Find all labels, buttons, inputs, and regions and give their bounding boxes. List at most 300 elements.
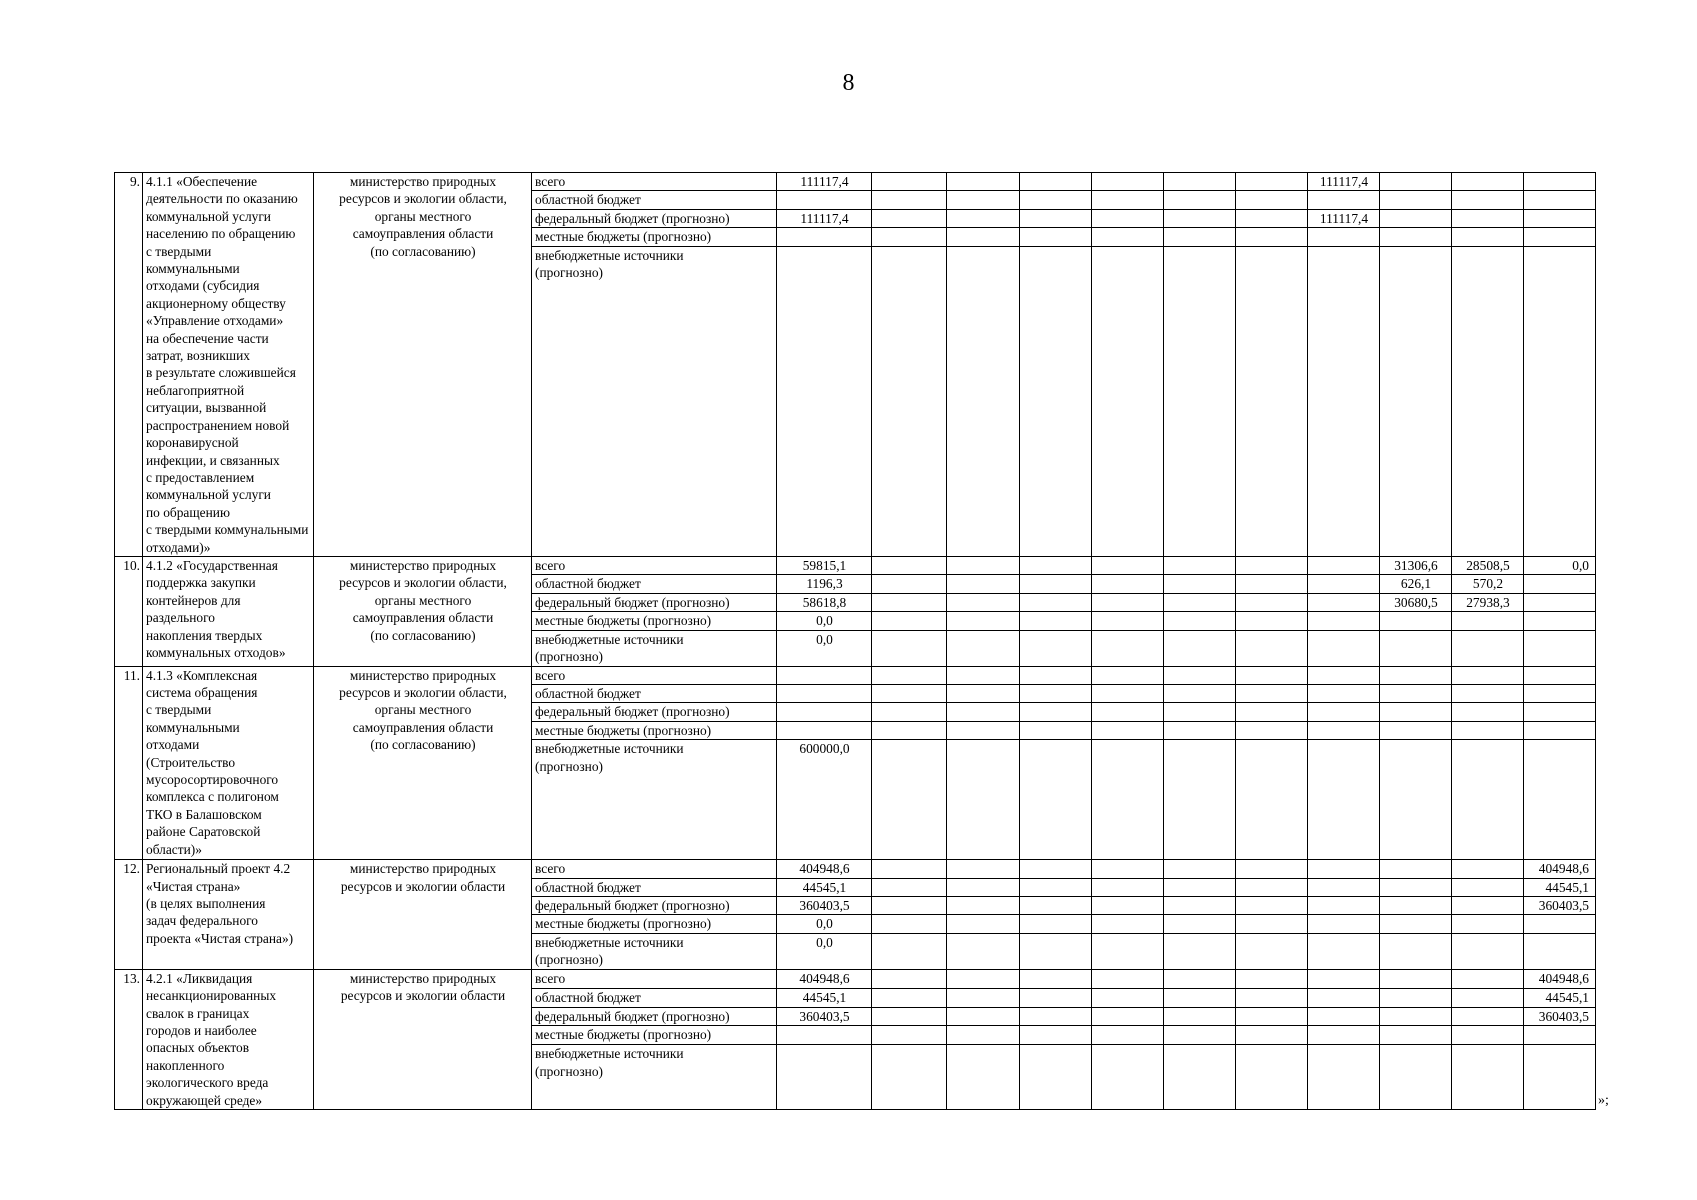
year-amount-cell [1308, 969, 1380, 988]
year-amount-cell [947, 740, 1020, 860]
year-amount-cell [1236, 721, 1308, 739]
year-amount-cell [1236, 209, 1308, 227]
year-amount-cell [1524, 228, 1596, 246]
year-amount-cell [872, 575, 947, 593]
year-amount-cell [1164, 173, 1236, 191]
year-amount-cell [1236, 246, 1308, 556]
total-amount-cell [777, 1045, 872, 1110]
year-amount-cell [947, 630, 1020, 666]
year-amount-cell [1524, 209, 1596, 227]
funding-source-label: внебюджетные источники (прогнозно) [532, 1045, 777, 1110]
program-funding-table [114, 172, 1596, 1110]
year-amount-cell [1020, 684, 1092, 702]
year-amount-cell [1164, 684, 1236, 702]
year-amount-cell [1164, 612, 1236, 630]
year-amount-cell: 570,2 [1452, 575, 1524, 593]
total-amount-cell: 58618,8 [777, 593, 872, 611]
year-amount-cell [1020, 1007, 1092, 1026]
year-amount-cell: 404948,6 [1524, 860, 1596, 878]
year-amount-cell [1452, 1045, 1524, 1110]
year-amount-cell [1380, 1026, 1452, 1045]
year-amount-cell [1092, 630, 1164, 666]
year-amount-cell [1092, 933, 1164, 969]
year-amount-cell [872, 228, 947, 246]
year-amount-cell [1236, 630, 1308, 666]
funding-source-label: внебюджетные источники (прогнозно) [532, 933, 777, 969]
year-amount-cell [1524, 612, 1596, 630]
funding-source-label: местные бюджеты (прогнозно) [532, 721, 777, 739]
year-amount-cell [1164, 721, 1236, 739]
table-row [115, 969, 1596, 988]
year-amount-cell [1452, 246, 1524, 556]
total-amount-cell: 0,0 [777, 933, 872, 969]
year-amount-cell [1524, 740, 1596, 860]
table-row [115, 666, 1596, 684]
funding-source-label: федеральный бюджет (прогнозно) [532, 703, 777, 721]
year-amount-cell [872, 1026, 947, 1045]
year-amount-cell [1020, 740, 1092, 860]
year-amount-cell [1452, 630, 1524, 666]
year-amount-cell: 44545,1 [1524, 878, 1596, 896]
year-amount-cell [1092, 209, 1164, 227]
year-amount-cell [947, 173, 1020, 191]
year-amount-cell [1164, 897, 1236, 915]
year-amount-cell [947, 593, 1020, 611]
year-amount-cell [1380, 684, 1452, 702]
year-amount-cell [1092, 1007, 1164, 1026]
year-amount-cell [1308, 988, 1380, 1007]
year-amount-cell: 360403,5 [1524, 1007, 1596, 1026]
year-amount-cell [947, 721, 1020, 739]
year-amount-cell [1092, 666, 1164, 684]
year-amount-cell [872, 988, 947, 1007]
year-amount-cell [872, 209, 947, 227]
year-amount-cell [1020, 878, 1092, 896]
year-amount-cell [1164, 1026, 1236, 1045]
year-amount-cell [1308, 721, 1380, 739]
year-amount-cell [947, 860, 1020, 878]
year-amount-cell [1308, 228, 1380, 246]
year-amount-cell [1380, 246, 1452, 556]
year-amount-cell [1164, 575, 1236, 593]
year-amount-cell [1020, 703, 1092, 721]
funding-source-label: федеральный бюджет (прогнозно) [532, 593, 777, 611]
total-amount-cell: 59815,1 [777, 556, 872, 574]
year-amount-cell [947, 1045, 1020, 1110]
year-amount-cell [947, 228, 1020, 246]
year-amount-cell [1308, 1007, 1380, 1026]
item-number: 10. [115, 556, 143, 666]
year-amount-cell: 31306,6 [1380, 556, 1452, 574]
year-amount-cell: 0,0 [1524, 556, 1596, 574]
funding-source-label: местные бюджеты (прогнозно) [532, 915, 777, 933]
year-amount-cell [1380, 666, 1452, 684]
item-name: Региональный проект 4.2 «Чистая страна» (в целях выполнения задач федерального проекта «Чистая страна») [143, 860, 314, 970]
year-amount-cell [1380, 988, 1452, 1007]
year-amount-cell [872, 630, 947, 666]
year-amount-cell [1020, 721, 1092, 739]
item-executor: министерство природных ресурсов и экологии области [314, 860, 532, 970]
year-amount-cell [1308, 575, 1380, 593]
year-amount-cell [1452, 1007, 1524, 1026]
year-amount-cell [1380, 703, 1452, 721]
year-amount-cell [1092, 721, 1164, 739]
year-amount-cell [1020, 969, 1092, 988]
funding-source-label: всего [532, 173, 777, 191]
year-amount-cell [872, 612, 947, 630]
year-amount-cell [1020, 612, 1092, 630]
year-amount-cell [1236, 988, 1308, 1007]
year-amount-cell [872, 246, 947, 556]
year-amount-cell [1020, 575, 1092, 593]
year-amount-cell [1524, 593, 1596, 611]
year-amount-cell [1308, 703, 1380, 721]
year-amount-cell [1308, 684, 1380, 702]
year-amount-cell [1020, 630, 1092, 666]
year-amount-cell [872, 684, 947, 702]
year-amount-cell [1164, 228, 1236, 246]
item-number: 11. [115, 666, 143, 860]
year-amount-cell [947, 575, 1020, 593]
year-amount-cell [872, 915, 947, 933]
year-amount-cell [947, 915, 1020, 933]
item-name: 4.1.3 «Комплексная система обращения с твердыми коммунальными отходами (Строительство мусоросортировочного комплекса с полигоном ТКО в Балашовском районе Саратовской области)» [143, 666, 314, 860]
total-amount-cell [777, 703, 872, 721]
year-amount-cell [872, 556, 947, 574]
year-amount-cell [1092, 246, 1164, 556]
year-amount-cell [1164, 988, 1236, 1007]
year-amount-cell [1380, 630, 1452, 666]
total-amount-cell: 600000,0 [777, 740, 872, 860]
year-amount-cell [1308, 612, 1380, 630]
year-amount-cell [947, 191, 1020, 209]
page-number: 8 [842, 70, 855, 96]
year-amount-cell [1164, 703, 1236, 721]
year-amount-cell [1020, 593, 1092, 611]
item-executor: министерство природных ресурсов и экологии области, органы местного самоуправления области (по согласованию) [314, 556, 532, 666]
year-amount-cell [1380, 860, 1452, 878]
year-amount-cell [1020, 191, 1092, 209]
year-amount-cell [1452, 703, 1524, 721]
total-amount-cell: 360403,5 [777, 897, 872, 915]
table-row [115, 556, 1596, 574]
year-amount-cell [1452, 969, 1524, 988]
year-amount-cell [1524, 721, 1596, 739]
year-amount-cell [1020, 897, 1092, 915]
year-amount-cell [1164, 630, 1236, 666]
year-amount-cell [947, 878, 1020, 896]
year-amount-cell [947, 897, 1020, 915]
year-amount-cell [1164, 209, 1236, 227]
year-amount-cell [1308, 933, 1380, 969]
total-amount-cell [777, 721, 872, 739]
year-amount-cell [947, 1026, 1020, 1045]
year-amount-cell [1524, 933, 1596, 969]
funding-source-label: местные бюджеты (прогнозно) [532, 612, 777, 630]
year-amount-cell [1236, 556, 1308, 574]
year-amount-cell [1164, 1007, 1236, 1026]
year-amount-cell [1020, 915, 1092, 933]
year-amount-cell [1308, 860, 1380, 878]
year-amount-cell [1092, 575, 1164, 593]
year-amount-cell [1164, 969, 1236, 988]
year-amount-cell [1020, 1045, 1092, 1110]
year-amount-cell [1092, 191, 1164, 209]
year-amount-cell [1092, 915, 1164, 933]
year-amount-cell [1380, 1007, 1452, 1026]
year-amount-cell [1308, 1026, 1380, 1045]
item-name: 4.1.1 «Обеспечение деятельности по оказанию коммунальной услуги населению по обращению с твердыми коммунальными отходами (субсидия акционерному обществу «Управление отходами» на обеспечение части затрат, возникших в результате сложившейся неблагоприятной ситуации, вызванной распространением новой коронавирусной инфекции, и связанных с предоставлением коммунальной услуги по обращению с твердыми коммунальными отходами)» [143, 173, 314, 557]
total-amount-cell: 111117,4 [777, 173, 872, 191]
year-amount-cell [1452, 897, 1524, 915]
total-amount-cell [777, 191, 872, 209]
total-amount-cell [777, 228, 872, 246]
year-amount-cell [1092, 684, 1164, 702]
year-amount-cell [1236, 933, 1308, 969]
year-amount-cell: 28508,5 [1452, 556, 1524, 574]
year-amount-cell [1092, 897, 1164, 915]
total-amount-cell: 360403,5 [777, 1007, 872, 1026]
year-amount-cell [1164, 593, 1236, 611]
year-amount-cell [1452, 191, 1524, 209]
year-amount-cell [1308, 878, 1380, 896]
funding-source-label: областной бюджет [532, 878, 777, 896]
total-amount-cell [777, 1026, 872, 1045]
year-amount-cell: 111117,4 [1308, 209, 1380, 227]
year-amount-cell [1524, 246, 1596, 556]
year-amount-cell [1452, 988, 1524, 1007]
year-amount-cell [1380, 1045, 1452, 1110]
year-amount-cell [947, 703, 1020, 721]
funding-source-label: всего [532, 860, 777, 878]
funding-source-label: местные бюджеты (прогнозно) [532, 228, 777, 246]
funding-source-label: областной бюджет [532, 988, 777, 1007]
year-amount-cell [872, 1045, 947, 1110]
year-amount-cell [1164, 878, 1236, 896]
year-amount-cell [1236, 740, 1308, 860]
funding-source-label: внебюджетные источники (прогнозно) [532, 740, 777, 860]
year-amount-cell [872, 191, 947, 209]
year-amount-cell [947, 1007, 1020, 1026]
year-amount-cell: 44545,1 [1524, 988, 1596, 1007]
year-amount-cell [872, 703, 947, 721]
year-amount-cell [1092, 703, 1164, 721]
year-amount-cell [1452, 684, 1524, 702]
year-amount-cell [1308, 915, 1380, 933]
year-amount-cell [1236, 969, 1308, 988]
year-amount-cell [947, 246, 1020, 556]
year-amount-cell [872, 721, 947, 739]
year-amount-cell [1308, 593, 1380, 611]
year-amount-cell [1524, 1045, 1596, 1110]
year-amount-cell [1308, 630, 1380, 666]
item-number: 12. [115, 860, 143, 970]
year-amount-cell [1092, 878, 1164, 896]
year-amount-cell [1524, 666, 1596, 684]
year-amount-cell [872, 666, 947, 684]
total-amount-cell: 404948,6 [777, 860, 872, 878]
year-amount-cell [1236, 897, 1308, 915]
year-amount-cell: 27938,3 [1452, 593, 1524, 611]
funding-source-label: областной бюджет [532, 191, 777, 209]
year-amount-cell [1308, 1045, 1380, 1110]
year-amount-cell [1524, 915, 1596, 933]
year-amount-cell [1524, 173, 1596, 191]
table-row [115, 860, 1596, 878]
year-amount-cell [872, 593, 947, 611]
year-amount-cell [1236, 173, 1308, 191]
item-executor: министерство природных ресурсов и экологии области [314, 969, 532, 1109]
year-amount-cell [1020, 209, 1092, 227]
total-amount-cell: 1196,3 [777, 575, 872, 593]
year-amount-cell [872, 878, 947, 896]
year-amount-cell [1092, 860, 1164, 878]
item-name: 4.2.1 «Ликвидация несанкционированных свалок в границах городов и наиболее опасных объектов накопленного экологического вреда окружающей среде» [143, 969, 314, 1109]
year-amount-cell [1380, 228, 1452, 246]
year-amount-cell [1380, 915, 1452, 933]
year-amount-cell [1020, 933, 1092, 969]
year-amount-cell [947, 556, 1020, 574]
funding-source-label: всего [532, 969, 777, 988]
year-amount-cell [1452, 1026, 1524, 1045]
item-executor: министерство природных ресурсов и экологии области, органы местного самоуправления области (по согласованию) [314, 666, 532, 860]
year-amount-cell: 30680,5 [1380, 593, 1452, 611]
year-amount-cell [947, 933, 1020, 969]
total-amount-cell: 44545,1 [777, 988, 872, 1007]
item-number: 13. [115, 969, 143, 1109]
item-number: 9. [115, 173, 143, 557]
year-amount-cell [1236, 878, 1308, 896]
year-amount-cell [1236, 1007, 1308, 1026]
year-amount-cell [872, 1007, 947, 1026]
year-amount-cell [1380, 969, 1452, 988]
year-amount-cell [1380, 209, 1452, 227]
funding-source-label: внебюджетные источники (прогнозно) [532, 630, 777, 666]
year-amount-cell [1236, 666, 1308, 684]
funding-source-label: областной бюджет [532, 684, 777, 702]
year-amount-cell [1380, 897, 1452, 915]
year-amount-cell [1020, 860, 1092, 878]
total-amount-cell: 44545,1 [777, 878, 872, 896]
year-amount-cell [947, 969, 1020, 988]
year-amount-cell [1380, 191, 1452, 209]
total-amount-cell: 0,0 [777, 915, 872, 933]
year-amount-cell [1020, 228, 1092, 246]
funding-source-label: областной бюджет [532, 575, 777, 593]
year-amount-cell [1092, 173, 1164, 191]
table-row [115, 173, 1596, 191]
total-amount-cell: 0,0 [777, 612, 872, 630]
total-amount-cell [777, 246, 872, 556]
total-amount-cell [777, 666, 872, 684]
year-amount-cell [1380, 878, 1452, 896]
year-amount-cell [947, 666, 1020, 684]
year-amount-cell [1236, 684, 1308, 702]
year-amount-cell [1164, 933, 1236, 969]
year-amount-cell [1236, 860, 1308, 878]
year-amount-cell [1524, 191, 1596, 209]
total-amount-cell: 0,0 [777, 630, 872, 666]
year-amount-cell [1236, 191, 1308, 209]
year-amount-cell [1308, 246, 1380, 556]
year-amount-cell [1164, 246, 1236, 556]
year-amount-cell [1020, 246, 1092, 556]
year-amount-cell [872, 173, 947, 191]
year-amount-cell [1092, 969, 1164, 988]
year-amount-cell [947, 612, 1020, 630]
year-amount-cell [1236, 575, 1308, 593]
closing-quote-mark: »; [1598, 1093, 1609, 1108]
year-amount-cell [1092, 1045, 1164, 1110]
year-amount-cell [1452, 612, 1524, 630]
year-amount-cell [1092, 556, 1164, 574]
year-amount-cell [1380, 740, 1452, 860]
year-amount-cell [1452, 209, 1524, 227]
year-amount-cell [872, 860, 947, 878]
year-amount-cell [872, 969, 947, 988]
year-amount-cell [1020, 988, 1092, 1007]
year-amount-cell [1308, 897, 1380, 915]
year-amount-cell [1236, 228, 1308, 246]
year-amount-cell: 111117,4 [1308, 173, 1380, 191]
year-amount-cell [1236, 915, 1308, 933]
year-amount-cell [1524, 684, 1596, 702]
year-amount-cell [1164, 556, 1236, 574]
year-amount-cell [1452, 933, 1524, 969]
funding-source-label: местные бюджеты (прогнозно) [532, 1026, 777, 1045]
year-amount-cell [1524, 703, 1596, 721]
year-amount-cell [1092, 228, 1164, 246]
year-amount-cell [1524, 630, 1596, 666]
year-amount-cell [1236, 1045, 1308, 1110]
year-amount-cell [1452, 740, 1524, 860]
year-amount-cell [1236, 703, 1308, 721]
year-amount-cell [1452, 860, 1524, 878]
funding-source-label: федеральный бюджет (прогнозно) [532, 897, 777, 915]
total-amount-cell [777, 684, 872, 702]
year-amount-cell [1308, 740, 1380, 860]
item-executor: министерство природных ресурсов и экологии области, органы местного самоуправления области (по согласованию) [314, 173, 532, 557]
funding-source-label: всего [532, 666, 777, 684]
year-amount-cell [1452, 228, 1524, 246]
funding-source-label: всего [532, 556, 777, 574]
year-amount-cell [1380, 173, 1452, 191]
year-amount-cell [1092, 1026, 1164, 1045]
year-amount-cell [947, 684, 1020, 702]
year-amount-cell [1308, 191, 1380, 209]
year-amount-cell: 404948,6 [1524, 969, 1596, 988]
total-amount-cell: 404948,6 [777, 969, 872, 988]
year-amount-cell [1236, 1026, 1308, 1045]
year-amount-cell [1452, 666, 1524, 684]
year-amount-cell [1524, 575, 1596, 593]
year-amount-cell [1164, 915, 1236, 933]
year-amount-cell [1524, 1026, 1596, 1045]
year-amount-cell [1380, 721, 1452, 739]
year-amount-cell [1092, 593, 1164, 611]
year-amount-cell: 360403,5 [1524, 897, 1596, 915]
year-amount-cell [1164, 191, 1236, 209]
year-amount-cell [1092, 740, 1164, 860]
year-amount-cell [1164, 860, 1236, 878]
year-amount-cell [1380, 933, 1452, 969]
funding-source-label: федеральный бюджет (прогнозно) [532, 209, 777, 227]
year-amount-cell: 626,1 [1380, 575, 1452, 593]
year-amount-cell [1452, 915, 1524, 933]
year-amount-cell [1020, 1026, 1092, 1045]
year-amount-cell [1308, 666, 1380, 684]
year-amount-cell [947, 209, 1020, 227]
